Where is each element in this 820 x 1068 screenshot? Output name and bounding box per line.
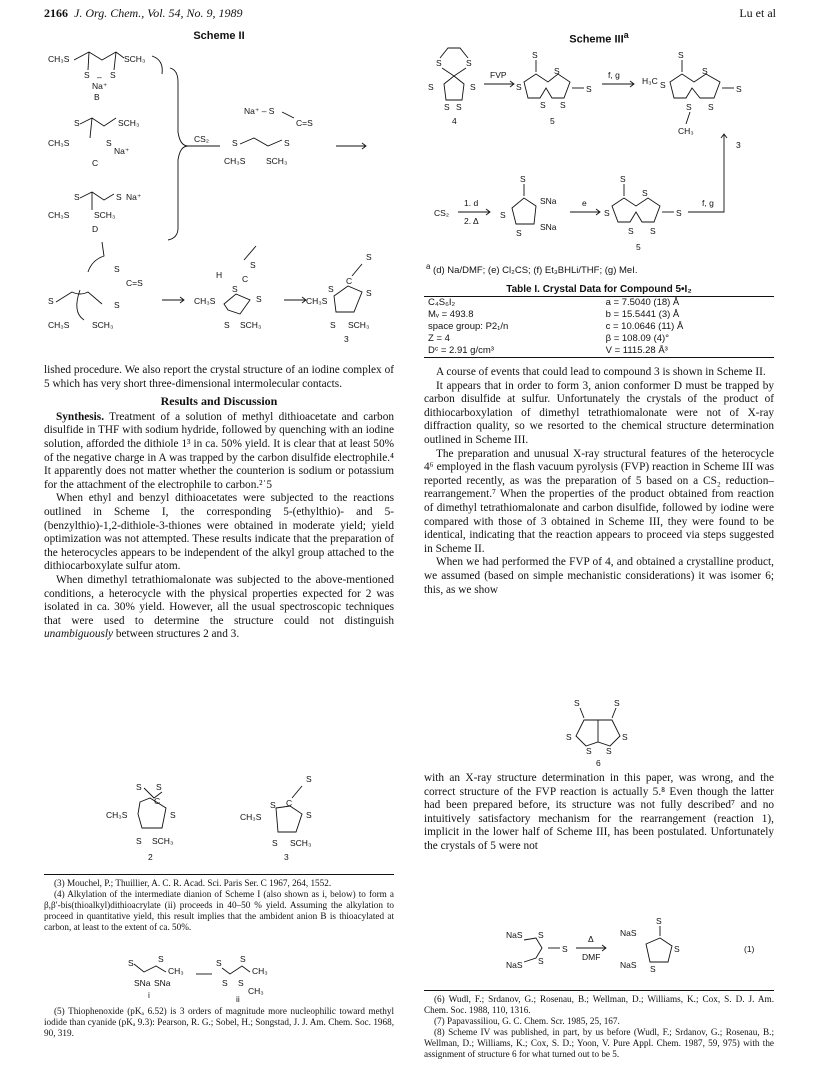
low2-s: S (232, 284, 238, 294)
step-2: 2. Δ (464, 216, 479, 226)
s4-ring (444, 76, 464, 100)
low1-cs: C=S (126, 278, 143, 288)
s2-c: C (154, 796, 161, 806)
s4-s6: S (456, 102, 462, 112)
fg-label-2: f, g (702, 198, 714, 208)
s3b-me-bond (686, 112, 690, 124)
s4-s1: S (436, 58, 442, 68)
cs2-start: CS₂ (434, 208, 450, 218)
r1-nas1: NaS (506, 930, 523, 940)
running-header (44, 6, 776, 24)
synthesis-text: Treatment of a solution of methyl dithioacetate and carbon disulfide in THF with sodium hydride, followed by quenching with an iodine solution, afforded the dithiole 1³ in ca. 50% yield. It is clear that at least 50% of the negative charge in A was trapped by the carbon disulfide electrophile.⁴ It apparently does not matter whether the counterion is sodium or potassium for the attachment of the electrophile to carbon.²˙5 (44, 410, 394, 491)
l2-s5: S (676, 208, 682, 218)
left-footnote-rule (44, 874, 394, 875)
low2-c: C (242, 274, 249, 284)
scheme-iii-sup: a (623, 30, 629, 40)
s6-th1 (580, 708, 584, 718)
fi-sna2: SNa (154, 978, 171, 988)
scheme-iii-footnote-sup: a (426, 262, 431, 271)
c-s2: S (106, 138, 112, 148)
fii-s2: S (240, 954, 246, 964)
label-3-scheme-ii: 3 (344, 334, 349, 344)
r1-ring-right (646, 938, 672, 962)
low2-s3: S (224, 320, 230, 330)
s4-top-ring (440, 48, 468, 58)
p3-sch3: SCH₃ (348, 320, 370, 330)
para-tetrathiomalonate (44, 574, 394, 642)
d-ch3s: CH₃S (48, 210, 70, 220)
prod-na-s: Na⁺ – S (244, 106, 275, 116)
fii-s1: S (216, 958, 222, 968)
step-1: 1. d (464, 198, 479, 208)
s3b-s1: S (660, 80, 666, 90)
label-3: 3 (284, 852, 289, 862)
low1-ch3s: CH₃S (48, 320, 70, 330)
table-1-body (424, 297, 774, 358)
scheme-ii-diagram (44, 42, 394, 342)
s3-sch3: SCH₃ (290, 838, 312, 848)
table-1-title: Table I. Crystal Data for Compound 5•I₂ (506, 284, 692, 295)
s2-ring (138, 798, 166, 828)
s2-s2: S (156, 782, 162, 792)
s3-ring (276, 806, 302, 832)
r1-nas4: NaS (620, 960, 637, 970)
l2-s2: S (642, 188, 648, 198)
para-r3: The preparation and unusual X-ray structural features of the heterocycle 4⁶ employed in the flash vacuum pyrolysis (FVP) reaction in Scheme III was reported recently, as was the preparation of 5 based on a CS₂ reduction–rearrangement.⁷ When the properties of the product obtained from reaction of dimethyl tetrathiomalonate and carbon disulfide, followed by iodine were compared with those of 3 obtained in Scheme III, they were found to be identical, indicating that the reaction appears to proceed via steps suggested in Scheme II. (424, 447, 774, 555)
c-ch3s: CH₃S (48, 138, 70, 148)
s5-s-top: S (532, 50, 538, 60)
p4-em: unambiguously (44, 628, 114, 641)
b-backbone (74, 52, 124, 60)
s6-th2 (612, 708, 616, 718)
low2-h: H (216, 270, 223, 280)
fii-s3: S (222, 978, 228, 988)
l2-s-top: S (620, 174, 626, 184)
b-s2: S (110, 70, 116, 80)
low2-ring (224, 294, 250, 314)
d-na: Na⁺ (126, 192, 142, 202)
footnote-4: (4) Alkylation of the intermediate dianion of Scheme I (also shown as i, below) to form a β,β′-bis(thioalkyl)dithioacrylate (ii) proceeds in 40–50 % yield. Assuming the alkylation to proceed in quantitative yield, this result implies that the ambident anion B is thioacylated at carbon, at least to the extent of ca. 50%. (44, 889, 394, 932)
fi-sna1: SNa (134, 978, 151, 988)
footnote-8: (8) Scheme IV was published, in part, by us before (Wudl, F.; Srdanov, G.; Rosenau, B.; Wellman, D.; Williams, K.; Cox, S. D.; Yoon, V. Pure Appl. Chem. 1987, 59, 975) with the assignment of structure 6 for what turned out to be 5. (424, 1027, 774, 1059)
r1-dmf: DMF (582, 952, 601, 962)
prod-cs: C=S (296, 118, 313, 128)
b-na: Na⁺ (92, 81, 108, 91)
table-1-cell-left: Mᵥ = 493.8 (428, 309, 474, 320)
d-backbone (80, 192, 114, 200)
header-authors: Lu et al (739, 6, 776, 20)
low2-ch3s: CH₃S (194, 296, 216, 306)
s6-s6: S (606, 746, 612, 756)
para-r1: A course of events that could lead to compound 3 is shown in Scheme II. (436, 366, 766, 378)
scheme-iii-footnote-text: (d) Na/DMF; (e) Cl₂CS; (f) Et₃BHLi/THF; (g) MeI. (433, 265, 638, 277)
s3b-s-top: S (678, 50, 684, 60)
c-backbone (80, 118, 116, 126)
fii-ch3b: CH₃ (248, 986, 264, 996)
label-B: B (94, 92, 100, 102)
s3b-s3: S (686, 102, 692, 112)
right-body-text (424, 366, 774, 597)
l1-s2: S (516, 228, 522, 238)
scheme-ii-brace (168, 68, 188, 240)
l2-rings (612, 198, 660, 222)
low2-thione (244, 246, 256, 260)
p3-s1: S (328, 284, 334, 294)
fii-chain (222, 966, 250, 974)
s3-s3: S (272, 838, 278, 848)
b-ch3s: CH₃S (48, 54, 70, 64)
low1-s2: S (48, 296, 54, 306)
table-1-cell-right: b = 15.5441 (3) Å (605, 309, 680, 320)
right-footnote-rule (424, 990, 774, 991)
lower-i-chain (88, 242, 104, 272)
p3-s-top: S (366, 252, 372, 262)
s3b-rings (670, 74, 720, 98)
l1-ring (512, 198, 536, 224)
prod-s: S (284, 138, 290, 148)
low2-sch3: SCH₃ (240, 320, 262, 330)
label-C: C (92, 158, 99, 168)
right-column (424, 30, 774, 1060)
s5-s1: S (516, 82, 522, 92)
r1-delta: Δ (588, 934, 594, 944)
footnote-4-structures (44, 954, 394, 1004)
footnote-7: (7) Papavassiliou, G. C. Chem. Scr. 1985, 25, 167. (434, 1016, 620, 1026)
l2-s1: S (604, 208, 610, 218)
e-label: e (582, 198, 587, 208)
p3-c: C (346, 276, 353, 286)
fi-s2: S (158, 954, 164, 964)
prod-s2: S (232, 138, 238, 148)
b-s1: S (84, 70, 90, 80)
d-s1: S (74, 192, 80, 202)
table-1-cell-right: c = 10.0646 (11) Å (605, 321, 684, 332)
b-bond2 (114, 52, 116, 70)
r1-s1: S (538, 930, 544, 940)
p3-s3: S (330, 320, 336, 330)
prod-backbone (240, 138, 282, 146)
s3-s-top: S (306, 774, 312, 784)
c-sch3: SCH₃ (118, 118, 140, 128)
table-1-grid (424, 296, 774, 358)
para-r5: with an X-ray structure determination in this paper, was wrong, and the correct structure of the FVP reaction is actually 5.⁸ Even though the latter had been prepared before, its structure was not fully described⁷ and no intuitively satisfactory mechanism for the rearrangement (reaction 1), implicit in the lower half of Scheme III, has been postulated. Unfortunately the crystals of 5 were not (424, 772, 774, 852)
scheme-iii-footnote (426, 262, 637, 276)
label-4: 4 (452, 116, 457, 126)
fg-label: f, g (608, 70, 620, 80)
s4-s2: S (466, 58, 472, 68)
table-1-cell-right: a = 7.5040 (18) Å (605, 297, 680, 308)
left-column (44, 30, 394, 1060)
r1-s4: S (674, 944, 680, 954)
l1-sna2: SNa (540, 222, 557, 232)
scheme-ii-title: Scheme II (193, 30, 245, 42)
table-1-row (424, 309, 774, 321)
header-left (44, 6, 243, 21)
s5-s5: S (586, 84, 592, 94)
c-bond1 (90, 118, 92, 138)
fii-label-ii: ii (236, 994, 240, 1004)
s2-ch3s: CH₃S (106, 810, 128, 820)
table-1-cell-left: Dᶜ = 2.91 g/cm³ (428, 345, 494, 356)
r1-s5: S (650, 964, 656, 974)
left-footnotes (44, 878, 394, 933)
prod-bond-1 (282, 112, 294, 118)
s5-s3: S (540, 100, 546, 110)
p3-ring (334, 286, 362, 312)
s5-s2: S (554, 66, 560, 76)
low1-s1: S (114, 264, 120, 274)
s3b-ch3: CH₃ (678, 126, 694, 136)
s3-thione (292, 786, 302, 798)
s4-link (442, 68, 466, 76)
s4-s3: S (428, 82, 434, 92)
table-1-cell-right: β = 108.09 (4)° (605, 333, 669, 344)
s4-s4: S (470, 82, 476, 92)
s3b-h3c: H₃C (642, 76, 658, 86)
s3-s2: S (306, 810, 312, 820)
low2-s-top: S (250, 260, 256, 270)
structures-2-3 (44, 774, 394, 868)
eq-number: (1) (744, 944, 755, 954)
structure-6 (424, 696, 774, 768)
p3-thione (352, 264, 362, 276)
fvp-label: FVP (490, 70, 507, 80)
prod-sch3: SCH₃ (266, 156, 288, 166)
fii-s4: S (238, 978, 244, 988)
s3-c: C (286, 798, 293, 808)
b-arc (152, 56, 162, 74)
s6-s5: S (586, 746, 592, 756)
c-na: Na⁺ (114, 146, 130, 156)
label-2: 2 (148, 852, 153, 862)
left-body-text (44, 364, 394, 642)
s3b-s4: S (708, 102, 714, 112)
reaction-1 (424, 918, 774, 982)
right-body-text-2 (424, 772, 774, 854)
fi-chain (134, 964, 166, 972)
footnote-5: (5) Thiophenoxide (pKₐ 6.52) is 3 orders of magnitude more nucleophilic toward methyl iodide than cyanide (pKₐ 9.3): Pearson, R. G.; Sobel, H.; Songstad, J. J. Am. Chem. Soc. 1968, 90, 319. (44, 1006, 394, 1038)
s2-s3: S (170, 810, 176, 820)
table-1-cell-left: Z = 4 (428, 333, 450, 344)
p4-b: between structures 2 and 3. (113, 628, 240, 641)
s3-ch3s: CH₃S (240, 812, 262, 822)
r1-s3: S (562, 944, 568, 954)
table-1-row (424, 297, 774, 310)
p3-s2: S (366, 288, 372, 298)
para-r2: It appears that in order to form 3, anion conformer D must be trapped by carbon disulfide at sulfur. Unfortunately the crystals of the product of dithiocarboxylation of dimethyl tetrathiomalonate were not of X-ray diffraction quality, so we resorted to the chemical structure determination outlined in Scheme III. (424, 379, 774, 446)
low1-sch3: SCH₃ (92, 320, 114, 330)
label-3-scheme-iii: 3 (736, 140, 741, 150)
s2-sch3: SCH₃ (152, 836, 174, 846)
b-sch3: SCH₃ (124, 54, 146, 64)
para-synthesis (44, 411, 394, 493)
p4-a: When dimethyl tetrathiomalonate was subjected to the above-mentioned conditions, a heterocycle with the physical properties expected for 2 was isolated in ca. 30% yield. However, all the usual spectroscopic techniques that were used to determine the structure could not distinguish (44, 573, 394, 627)
table-1-row (424, 345, 774, 358)
fi-ch3: CH₃ (168, 966, 184, 976)
s4-s5: S (444, 102, 450, 112)
para-intro-end: lished procedure. We also report the crystal structure of an iodine complex of 5 which has very short three-dimensional intermolecular contacts. (44, 364, 394, 390)
b-minus: – (97, 72, 102, 82)
scheme-iii-title-text: Scheme III (569, 33, 624, 46)
s2-s4: S (136, 836, 142, 846)
s5-rings (524, 74, 570, 98)
label-6: 6 (596, 758, 601, 768)
s3b-s2: S (702, 66, 708, 76)
fi-label-i: i (148, 990, 150, 1000)
d-s2: S (116, 192, 122, 202)
cs2-reagent: CS₂ (194, 134, 210, 144)
s6-s1: S (574, 698, 580, 708)
prod-ch3s: CH₃S (224, 156, 246, 166)
para-ethyl-benzyl: When ethyl and benzyl dithioacetates were subjected to the reactions outlined in Scheme I, the corresponding 5-(ethylthio)- and 5-(benzylthio)-1,2-dithiole-3-thiones were obtained in moderate yield; yield optimization was not attempted. These results indicate that the preparation of the heterocycles appears to be independent of the alkyl group attached to the dithiocarboxylate sulfur atom. (44, 492, 394, 573)
l2-s3: S (628, 226, 634, 236)
d-sch3: SCH₃ (94, 210, 116, 220)
left-footnotes-2 (44, 1006, 394, 1039)
table-1-row (424, 321, 774, 333)
label-5b: 5 (636, 242, 641, 252)
p3-ch3s: CH₃S (306, 296, 328, 306)
low2-s2: S (256, 294, 262, 304)
r1-s-top: S (656, 916, 662, 926)
label-D: D (92, 224, 99, 234)
l1-sna1: SNa (540, 196, 557, 206)
l1-s-top: S (520, 174, 526, 184)
s3b-s5: S (736, 84, 742, 94)
para-r4: When we had performed the FVP of 4, and obtained a crystalline product, we assumed (based on simple mechanistic considerations) it was isomer 6; this, as we show (424, 556, 774, 596)
footnote-6: (6) Wudl, F.; Srdanov, G.; Rosenau, B.; Wellman, D.; Williams, K.; Cox, S. D. J. Am. Chem. Soc. 1988, 110, 1316. (424, 994, 774, 1015)
s2-s1: S (136, 782, 142, 792)
low1-curl (77, 290, 84, 320)
page-number: 2166 (44, 6, 68, 20)
table-1 (424, 284, 774, 358)
c-s1: S (74, 118, 80, 128)
fii-ch3: CH₃ (252, 966, 268, 976)
l2-s4: S (650, 226, 656, 236)
s6-s4: S (622, 732, 628, 742)
s5-s4: S (560, 100, 566, 110)
r1-s2: S (538, 956, 544, 966)
s6-s2: S (614, 698, 620, 708)
r1-nas3: NaS (620, 928, 637, 938)
r1-nas2: NaS (506, 960, 523, 970)
b-bond1 (88, 52, 89, 70)
footnote-3: (3) Mouchel, P.; Thuillier, A. C. R. Acad. Sci. Paris Ser. C 1967, 264, 1552. (54, 878, 332, 888)
s6-s3: S (566, 732, 572, 742)
section-heading: Results and Discussion (160, 394, 278, 409)
table-1-cell-right: V = 1115.28 Å³ (605, 345, 668, 356)
table-1-cell-left: C₄S₆I₂ (428, 297, 456, 308)
label-5: 5 (550, 116, 555, 126)
l1-s1: S (500, 210, 506, 220)
journal-citation: J. Org. Chem., Vol. 54, No. 9, 1989 (74, 6, 243, 20)
low1-s3: S (114, 300, 120, 310)
scheme-iii-diagram (424, 44, 774, 254)
table-1-row (424, 333, 774, 345)
table-1-cell-left: space group: P2₁/n (428, 321, 509, 332)
s3-s1: S (270, 800, 276, 810)
fi-s1: S (128, 958, 134, 968)
synthesis-runin: Synthesis. (56, 410, 105, 423)
right-footnotes (424, 994, 774, 1060)
